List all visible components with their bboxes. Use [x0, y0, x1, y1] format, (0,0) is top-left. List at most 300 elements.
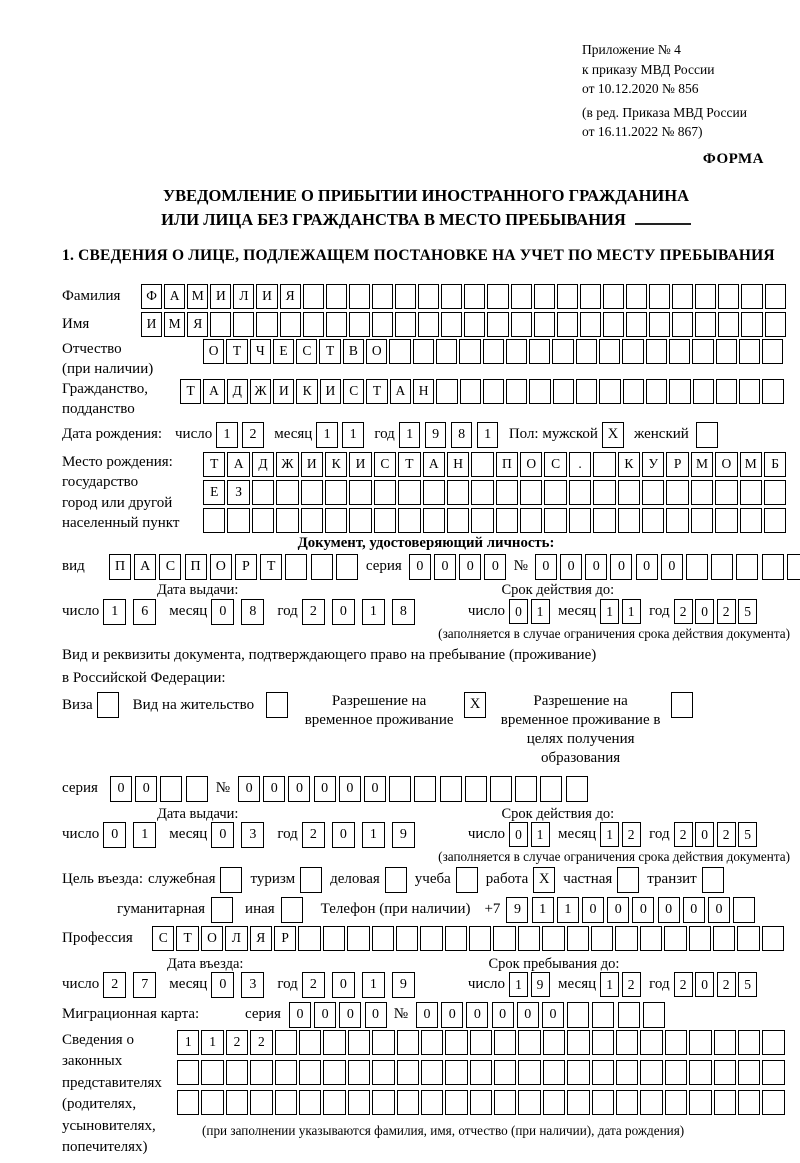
char-cell[interactable]: [326, 312, 347, 337]
char-cell[interactable]: [665, 1060, 687, 1085]
char-cell[interactable]: [618, 508, 640, 533]
char-cell[interactable]: 1: [201, 1030, 223, 1055]
char-cell[interactable]: 2: [717, 599, 736, 624]
char-cell[interactable]: 8: [451, 422, 473, 448]
temp-residence-checkbox[interactable]: X: [464, 692, 486, 718]
char-cell[interactable]: [276, 508, 298, 533]
char-cell[interactable]: [593, 508, 615, 533]
char-cell[interactable]: 1: [103, 599, 126, 625]
char-cell[interactable]: 1: [362, 972, 385, 998]
char-cell[interactable]: [414, 776, 436, 802]
char-cell[interactable]: [640, 1060, 662, 1085]
char-cell[interactable]: [693, 379, 714, 404]
char-cell[interactable]: О: [366, 339, 387, 364]
char-cell[interactable]: М: [187, 284, 208, 309]
char-cell[interactable]: [372, 1030, 394, 1055]
char-cell[interactable]: [421, 1030, 443, 1055]
purpose-study-checkbox[interactable]: [456, 867, 478, 893]
char-cell[interactable]: 0: [314, 776, 336, 802]
char-cell[interactable]: [348, 1030, 370, 1055]
char-cell[interactable]: [397, 1030, 419, 1055]
char-cell[interactable]: 1: [177, 1030, 199, 1055]
char-cell[interactable]: А: [164, 284, 185, 309]
char-cell[interactable]: 0: [135, 776, 157, 802]
char-cell[interactable]: [372, 312, 393, 337]
char-cell[interactable]: [733, 897, 755, 923]
char-cell[interactable]: 1: [509, 972, 528, 997]
char-cell[interactable]: [665, 1090, 687, 1115]
char-cell[interactable]: [580, 312, 601, 337]
char-cell[interactable]: 0: [110, 776, 132, 802]
char-cell[interactable]: 9: [425, 422, 447, 448]
char-cell[interactable]: 0: [582, 897, 604, 923]
char-cell[interactable]: [616, 1060, 638, 1085]
char-cell[interactable]: М: [164, 312, 185, 337]
char-cell[interactable]: [569, 480, 591, 505]
char-cell[interactable]: [640, 1090, 662, 1115]
char-cell[interactable]: [496, 480, 518, 505]
char-cell[interactable]: [689, 926, 711, 951]
char-cell[interactable]: [762, 554, 784, 580]
char-cell[interactable]: [201, 1090, 223, 1115]
char-cell[interactable]: 0: [695, 599, 714, 624]
char-cell[interactable]: Т: [180, 379, 201, 404]
char-cell[interactable]: 2: [242, 422, 264, 448]
char-cell[interactable]: [762, 1090, 784, 1115]
char-cell[interactable]: [372, 284, 393, 309]
char-cell[interactable]: [691, 480, 713, 505]
char-cell[interactable]: 2: [622, 822, 641, 847]
char-cell[interactable]: 0: [459, 554, 481, 580]
char-cell[interactable]: 2: [717, 822, 736, 847]
char-cell[interactable]: 0: [466, 1002, 488, 1028]
char-cell[interactable]: [534, 312, 555, 337]
char-cell[interactable]: [418, 312, 439, 337]
char-cell[interactable]: [739, 339, 760, 364]
char-cell[interactable]: 1: [399, 422, 421, 448]
char-cell[interactable]: [398, 508, 420, 533]
char-cell[interactable]: Ж: [276, 452, 298, 477]
char-cell[interactable]: 0: [509, 599, 528, 624]
char-cell[interactable]: [592, 1060, 614, 1085]
char-cell[interactable]: [739, 379, 760, 404]
char-cell[interactable]: [642, 480, 664, 505]
char-cell[interactable]: [695, 312, 716, 337]
char-cell[interactable]: [580, 284, 601, 309]
char-cell[interactable]: [493, 926, 515, 951]
char-cell[interactable]: [787, 554, 800, 580]
char-cell[interactable]: [544, 480, 566, 505]
char-cell[interactable]: [714, 1060, 736, 1085]
char-cell[interactable]: [460, 379, 481, 404]
char-cell[interactable]: 0: [535, 554, 557, 580]
char-cell[interactable]: 3: [241, 822, 264, 848]
char-cell[interactable]: Т: [176, 926, 198, 951]
char-cell[interactable]: [372, 1060, 394, 1085]
char-cell[interactable]: [465, 776, 487, 802]
char-cell[interactable]: [275, 1030, 297, 1055]
char-cell[interactable]: [591, 926, 613, 951]
char-cell[interactable]: [593, 452, 615, 477]
char-cell[interactable]: [325, 480, 347, 505]
char-cell[interactable]: 0: [695, 822, 714, 847]
char-cell[interactable]: [325, 508, 347, 533]
char-cell[interactable]: [464, 312, 485, 337]
char-cell[interactable]: О: [203, 339, 224, 364]
char-cell[interactable]: С: [343, 379, 364, 404]
char-cell[interactable]: 1: [477, 422, 499, 448]
char-cell[interactable]: 2: [250, 1030, 272, 1055]
char-cell[interactable]: [569, 508, 591, 533]
char-cell[interactable]: [436, 379, 457, 404]
char-cell[interactable]: [552, 339, 573, 364]
char-cell[interactable]: 1: [600, 822, 619, 847]
char-cell[interactable]: [615, 926, 637, 951]
char-cell[interactable]: [494, 1060, 516, 1085]
char-cell[interactable]: [691, 508, 713, 533]
char-cell[interactable]: [762, 926, 784, 951]
char-cell[interactable]: [436, 339, 457, 364]
char-cell[interactable]: [715, 480, 737, 505]
char-cell[interactable]: [471, 508, 493, 533]
char-cell[interactable]: 5: [738, 822, 757, 847]
char-cell[interactable]: [469, 926, 491, 951]
char-cell[interactable]: [741, 284, 762, 309]
char-cell[interactable]: [616, 1030, 638, 1055]
char-cell[interactable]: И: [256, 284, 277, 309]
char-cell[interactable]: Т: [398, 452, 420, 477]
char-cell[interactable]: [459, 339, 480, 364]
char-cell[interactable]: [441, 312, 462, 337]
char-cell[interactable]: Т: [366, 379, 387, 404]
char-cell[interactable]: П: [185, 554, 207, 580]
char-cell[interactable]: [642, 508, 664, 533]
char-cell[interactable]: 0: [263, 776, 285, 802]
char-cell[interactable]: 0: [661, 554, 683, 580]
temp-residence-edu-checkbox[interactable]: [671, 692, 693, 718]
char-cell[interactable]: О: [715, 452, 737, 477]
purpose-business-checkbox[interactable]: [385, 867, 407, 893]
char-cell[interactable]: [250, 1090, 272, 1115]
char-cell[interactable]: 0: [636, 554, 658, 580]
char-cell[interactable]: 0: [314, 1002, 336, 1028]
char-cell[interactable]: [762, 1060, 784, 1085]
char-cell[interactable]: [496, 508, 518, 533]
char-cell[interactable]: [765, 284, 786, 309]
char-cell[interactable]: [483, 339, 504, 364]
char-cell[interactable]: [689, 1090, 711, 1115]
char-cell[interactable]: [464, 284, 485, 309]
char-cell[interactable]: [576, 339, 597, 364]
char-cell[interactable]: 0: [517, 1002, 539, 1028]
char-cell[interactable]: [506, 339, 527, 364]
char-cell[interactable]: [762, 1030, 784, 1055]
char-cell[interactable]: [423, 480, 445, 505]
char-cell[interactable]: [227, 508, 249, 533]
char-cell[interactable]: 0: [484, 554, 506, 580]
char-cell[interactable]: Е: [203, 480, 225, 505]
char-cell[interactable]: [177, 1060, 199, 1085]
char-cell[interactable]: [567, 1030, 589, 1055]
char-cell[interactable]: П: [496, 452, 518, 477]
char-cell[interactable]: 0: [103, 822, 126, 848]
char-cell[interactable]: [423, 508, 445, 533]
char-cell[interactable]: 1: [342, 422, 364, 448]
char-cell[interactable]: И: [210, 284, 231, 309]
char-cell[interactable]: [494, 1030, 516, 1055]
char-cell[interactable]: 0: [339, 776, 361, 802]
char-cell[interactable]: У: [642, 452, 664, 477]
char-cell[interactable]: [714, 1030, 736, 1055]
char-cell[interactable]: 0: [434, 554, 456, 580]
char-cell[interactable]: [646, 339, 667, 364]
char-cell[interactable]: 0: [683, 897, 705, 923]
char-cell[interactable]: [177, 1090, 199, 1115]
char-cell[interactable]: Т: [226, 339, 247, 364]
char-cell[interactable]: [603, 312, 624, 337]
char-cell[interactable]: 2: [302, 599, 325, 625]
char-cell[interactable]: Н: [447, 452, 469, 477]
char-cell[interactable]: [494, 1090, 516, 1115]
char-cell[interactable]: [689, 1030, 711, 1055]
char-cell[interactable]: Л: [233, 284, 254, 309]
char-cell[interactable]: Я: [187, 312, 208, 337]
char-cell[interactable]: 0: [658, 897, 680, 923]
char-cell[interactable]: [557, 284, 578, 309]
char-cell[interactable]: [689, 1060, 711, 1085]
char-cell[interactable]: [623, 379, 644, 404]
char-cell[interactable]: [301, 480, 323, 505]
char-cell[interactable]: [593, 480, 615, 505]
char-cell[interactable]: 2: [622, 972, 641, 997]
char-cell[interactable]: [616, 1090, 638, 1115]
char-cell[interactable]: [540, 776, 562, 802]
char-cell[interactable]: 2: [226, 1030, 248, 1055]
char-cell[interactable]: [326, 284, 347, 309]
char-cell[interactable]: 0: [211, 599, 234, 625]
char-cell[interactable]: [603, 284, 624, 309]
char-cell[interactable]: [599, 379, 620, 404]
char-cell[interactable]: [447, 508, 469, 533]
char-cell[interactable]: [398, 480, 420, 505]
char-cell[interactable]: [711, 554, 733, 580]
char-cell[interactable]: [186, 776, 208, 802]
char-cell[interactable]: 1: [532, 897, 554, 923]
char-cell[interactable]: [765, 312, 786, 337]
char-cell[interactable]: 2: [302, 972, 325, 998]
char-cell[interactable]: [303, 312, 324, 337]
char-cell[interactable]: [515, 776, 537, 802]
char-cell[interactable]: [490, 776, 512, 802]
char-cell[interactable]: [445, 1030, 467, 1055]
char-cell[interactable]: [736, 554, 758, 580]
char-cell[interactable]: [599, 339, 620, 364]
purpose-work-checkbox[interactable]: X: [533, 867, 555, 893]
char-cell[interactable]: О: [210, 554, 232, 580]
char-cell[interactable]: Р: [274, 926, 296, 951]
char-cell[interactable]: [420, 926, 442, 951]
char-cell[interactable]: А: [203, 379, 224, 404]
char-cell[interactable]: [518, 926, 540, 951]
char-cell[interactable]: [201, 1060, 223, 1085]
char-cell[interactable]: [252, 508, 274, 533]
char-cell[interactable]: 3: [241, 972, 264, 998]
char-cell[interactable]: 2: [717, 972, 736, 997]
char-cell[interactable]: [649, 284, 670, 309]
char-cell[interactable]: 0: [585, 554, 607, 580]
char-cell[interactable]: [622, 339, 643, 364]
char-cell[interactable]: 0: [509, 822, 528, 847]
char-cell[interactable]: [471, 452, 493, 477]
char-cell[interactable]: [542, 926, 564, 951]
char-cell[interactable]: 0: [365, 1002, 387, 1028]
char-cell[interactable]: И: [301, 452, 323, 477]
char-cell[interactable]: [233, 312, 254, 337]
char-cell[interactable]: 8: [241, 599, 264, 625]
char-cell[interactable]: 2: [103, 972, 126, 998]
char-cell[interactable]: [413, 339, 434, 364]
char-cell[interactable]: Н: [413, 379, 434, 404]
char-cell[interactable]: О: [520, 452, 542, 477]
char-cell[interactable]: [713, 926, 735, 951]
char-cell[interactable]: [276, 480, 298, 505]
char-cell[interactable]: [226, 1090, 248, 1115]
char-cell[interactable]: [470, 1060, 492, 1085]
char-cell[interactable]: Б: [764, 452, 786, 477]
char-cell[interactable]: 0: [610, 554, 632, 580]
char-cell[interactable]: К: [296, 379, 317, 404]
char-cell[interactable]: Т: [319, 339, 340, 364]
char-cell[interactable]: [686, 554, 708, 580]
char-cell[interactable]: [336, 554, 358, 580]
char-cell[interactable]: 2: [674, 599, 693, 624]
char-cell[interactable]: Я: [250, 926, 272, 951]
char-cell[interactable]: [543, 1030, 565, 1055]
char-cell[interactable]: 5: [738, 972, 757, 997]
char-cell[interactable]: [470, 1030, 492, 1055]
char-cell[interactable]: 0: [332, 972, 355, 998]
char-cell[interactable]: .: [569, 452, 591, 477]
char-cell[interactable]: [511, 284, 532, 309]
char-cell[interactable]: О: [201, 926, 223, 951]
purpose-official-checkbox[interactable]: [220, 867, 242, 893]
char-cell[interactable]: 0: [607, 897, 629, 923]
char-cell[interactable]: [252, 480, 274, 505]
char-cell[interactable]: С: [296, 339, 317, 364]
char-cell[interactable]: [397, 1090, 419, 1115]
char-cell[interactable]: 9: [506, 897, 528, 923]
char-cell[interactable]: [618, 480, 640, 505]
char-cell[interactable]: 0: [289, 1002, 311, 1028]
char-cell[interactable]: 0: [364, 776, 386, 802]
char-cell[interactable]: 0: [332, 599, 355, 625]
char-cell[interactable]: С: [544, 452, 566, 477]
purpose-humanitarian-checkbox[interactable]: [211, 897, 233, 923]
char-cell[interactable]: В: [343, 339, 364, 364]
char-cell[interactable]: А: [134, 554, 156, 580]
char-cell[interactable]: [349, 312, 370, 337]
char-cell[interactable]: [764, 480, 786, 505]
char-cell[interactable]: 0: [339, 1002, 361, 1028]
char-cell[interactable]: Ж: [250, 379, 271, 404]
char-cell[interactable]: [349, 480, 371, 505]
char-cell[interactable]: [518, 1030, 540, 1055]
char-cell[interactable]: 0: [288, 776, 310, 802]
char-cell[interactable]: [664, 926, 686, 951]
char-cell[interactable]: [764, 508, 786, 533]
char-cell[interactable]: 2: [302, 822, 325, 848]
char-cell[interactable]: Д: [227, 379, 248, 404]
char-cell[interactable]: [566, 776, 588, 802]
char-cell[interactable]: [738, 1030, 760, 1055]
char-cell[interactable]: [567, 926, 589, 951]
char-cell[interactable]: 1: [362, 599, 385, 625]
char-cell[interactable]: [715, 508, 737, 533]
char-cell[interactable]: А: [423, 452, 445, 477]
char-cell[interactable]: [348, 1090, 370, 1115]
char-cell[interactable]: 6: [133, 599, 156, 625]
char-cell[interactable]: [389, 339, 410, 364]
char-cell[interactable]: Р: [235, 554, 257, 580]
char-cell[interactable]: [518, 1060, 540, 1085]
char-cell[interactable]: [737, 926, 759, 951]
char-cell[interactable]: [470, 1090, 492, 1115]
char-cell[interactable]: [374, 480, 396, 505]
purpose-private-checkbox[interactable]: [617, 867, 639, 893]
char-cell[interactable]: [740, 480, 762, 505]
char-cell[interactable]: 0: [332, 822, 355, 848]
char-cell[interactable]: 5: [738, 599, 757, 624]
char-cell[interactable]: [626, 312, 647, 337]
char-cell[interactable]: [567, 1090, 589, 1115]
char-cell[interactable]: [445, 1090, 467, 1115]
char-cell[interactable]: [592, 1002, 614, 1028]
purpose-tourism-checkbox[interactable]: [300, 867, 322, 893]
char-cell[interactable]: [445, 926, 467, 951]
char-cell[interactable]: [301, 508, 323, 533]
char-cell[interactable]: 9: [392, 972, 415, 998]
char-cell[interactable]: М: [691, 452, 713, 477]
char-cell[interactable]: [669, 379, 690, 404]
char-cell[interactable]: 1: [362, 822, 385, 848]
char-cell[interactable]: 1: [531, 822, 550, 847]
char-cell[interactable]: [618, 1002, 640, 1028]
char-cell[interactable]: С: [159, 554, 181, 580]
char-cell[interactable]: [592, 1030, 614, 1055]
char-cell[interactable]: [741, 312, 762, 337]
char-cell[interactable]: 1: [216, 422, 238, 448]
char-cell[interactable]: 1: [531, 599, 550, 624]
char-cell[interactable]: [649, 312, 670, 337]
char-cell[interactable]: [299, 1090, 321, 1115]
char-cell[interactable]: 8: [392, 599, 415, 625]
char-cell[interactable]: [640, 1030, 662, 1055]
char-cell[interactable]: [544, 508, 566, 533]
char-cell[interactable]: [441, 284, 462, 309]
char-cell[interactable]: [643, 1002, 665, 1028]
char-cell[interactable]: [280, 312, 301, 337]
purpose-transit-checkbox[interactable]: [702, 867, 724, 893]
purpose-other-checkbox[interactable]: [281, 897, 303, 923]
char-cell[interactable]: К: [325, 452, 347, 477]
char-cell[interactable]: 2: [674, 822, 693, 847]
char-cell[interactable]: [299, 1060, 321, 1085]
char-cell[interactable]: Т: [260, 554, 282, 580]
char-cell[interactable]: [395, 312, 416, 337]
char-cell[interactable]: [543, 1090, 565, 1115]
char-cell[interactable]: [716, 339, 737, 364]
char-cell[interactable]: [323, 926, 345, 951]
